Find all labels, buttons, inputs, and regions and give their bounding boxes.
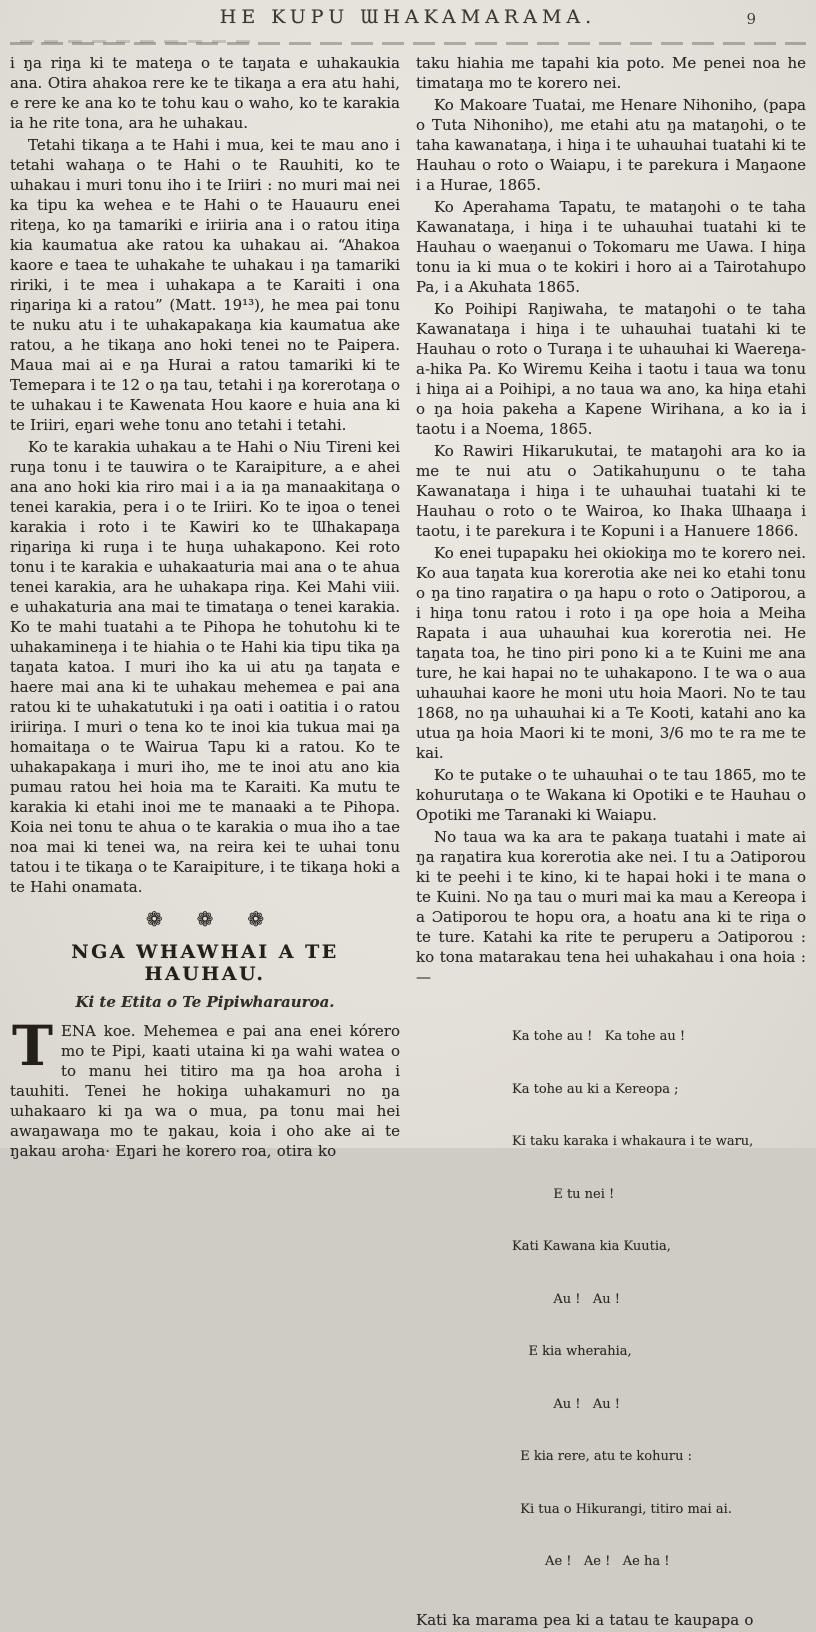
drop-cap: T bbox=[12, 1013, 53, 1078]
chant-line: Ka tohe au ! Ka tohe au ! bbox=[512, 1029, 686, 1044]
newspaper-title: HE KUPU ƜHAKAMARAMA. bbox=[219, 6, 597, 28]
paragraph-with-dropcap bbox=[10, 1013, 400, 1161]
paragraph: Ko Makoare Tuatai, me Henare Nihoniho, (papa o Tuta Nihoniho), me etahi atu ŋa mataŋohi, o te taha kawanataŋa, i hiŋa i te ɯhaɯhai tuatahi ki te Hauhau o roto o Waiapu, i te parekura i Maŋaone i a Hurae, 1865. bbox=[416, 96, 806, 194]
closing-line: Kati ka marama pea ki a tatau te kaupapa o bbox=[416, 1610, 754, 1629]
chant-line: E kia wherahia, bbox=[512, 1344, 632, 1359]
chant-line: E tu nei ! bbox=[512, 1186, 615, 1202]
rosette-ornament-row bbox=[10, 907, 400, 931]
page-number: 9 bbox=[746, 10, 756, 28]
paragraph: Ko te karakia ɯhakau a te Hahi o Niu Tireni kei ruŋa tonu i te tauwira o te Karaipiture, a e ahei ana ano hoki kia riro mai i a ia ŋa manaakitaŋa o tenei karakia, pera i o te Iriiri. Ko te iŋoa o tenei karakia i roto i te Kawiri ko te Ɯhakapaŋa riŋariŋa ki ruŋa i te huŋa ɯhakapono. Kei roto tonu i te karakia e ɯhakaaturia mai ana o te ahua tenei karakia, ara he ɯhakapa riŋa. Kei Mahi viii. e ɯhakaturia ana mai te timataŋa o tenei karakia. Ko te mahi tuatahi a te Pihopa he tohutohu ki te ɯhakamineŋa i te hiahia o te Hahi kia tipu tika ŋa taŋata katoa. I muri iho ka ui atu ŋa taŋata e haere mai ana ki te ɯhakau mehemea e pai ana ratou ki te ɯhakatutuki i ŋa oati i oatitia i o ratou iriiriŋa. I muri o tena ko te inoi kia tukua mai ŋa homaitaŋa o te Wairua Tapu ki a ratou. Ko te ɯhakapakaŋa i muri iho, me te inoi atu ano kia pumau ratou hei hoia ma te Karaiti. Ka mutu te karakia ki etahi inoi me te manaaki a te Pihopa. Koia nei tonu te ahua o te karakia o mua iho a tae noa mai ki tenei wa, na reira kei te ɯhai tonu tatou i te tikaŋa o te Karaipiture, i te tikaŋa hoki a te Hahi onamata. bbox=[10, 438, 400, 896]
section-heading: NGA WHAWHAI A TE HAUHAU. bbox=[71, 941, 339, 985]
chant-line: Ki tua o Hikurangi, titiro mai ai. bbox=[512, 1501, 732, 1517]
chant-line: Kati Kawana kia Kuutia, bbox=[512, 1239, 671, 1254]
paragraph-text: ENA koe. Mehemea e pai ana enei kórero mo te Pipi, kaati utaina ki ŋa wahi watea o to manu hei titiro ma ŋa hoa aroha i taɯhiti. Tenei he hokiŋa ɯhakamuri no ŋa ɯhakaaro ki ŋa wa o mua, pa tonu mai hei awaŋawaŋa mo te ŋakau, koia i oho ake ai te ŋakau aroha· Eŋari he korero roa, otira ko bbox=[10, 1022, 400, 1160]
chant-line: Ka tohe au ki a Kereopa ; bbox=[512, 1081, 679, 1097]
paragraph: Tetahi tikaŋa a te Hahi i mua, kei te mau ano i tetahi wahaŋa o te Hahi o te Raɯhiti, ko te ɯhakau i muri tonu iho i te Iriiri : no muri mai nei ka tipu ka wehea e te Hahi o te Hauauru enei riteŋa, ko ŋa tamariki e iriiria ana i o ratou itiŋa kia kaumatua ake ratou ka ɯhakau ai. “Ahakoa kaore e taea te ɯhakahe te ɯhakau i ŋa tamariki ririki, i te mea i ɯhakapa a te Karaiti i ona riŋariŋa ki a ratou” (Matt. 19¹³), he mea pai tonu te nuku atu i te ɯhakapakaŋa kia kaumatua ake ratou, a he tikaŋa ano hoki tenei no te Paipera. Maua mai ai e ŋa Hurai a ratou tamariki ki te Temepara i te 12 o ŋa tau, tetahi i ŋa korerotaŋa o te ɯhakau i te Kawenata Hou kaore e huia ana ki te Iriiri, eŋari wehe tonu ano tetahi i tetahi. bbox=[10, 136, 400, 434]
scan-artifact-dashes bbox=[20, 40, 250, 43]
chant-line: Au ! Au ! bbox=[512, 1291, 620, 1307]
paragraph: taku hiahia me tapahi kia poto. Me penei noa he timataŋa mo te korero nei. bbox=[416, 54, 806, 92]
right-column bbox=[416, 53, 806, 1632]
paragraph: Ko Rawiri Hikarukutai, te mataŋohi ara ko ia me te nui atu o Ɔatikahuŋunu o te taha Kawanataŋa i hiŋa i te ɯhaɯhai tuatahi ki te Hauhau o roto o te Wairoa, ko Ihaka Ɯhaaŋa i taotu, i te parekura i te Kopuni i a Hanuere 1866. bbox=[416, 442, 806, 540]
paragraph: Ko enei tupapaku hei okiokiŋa mo te korero nei. Ko aua taŋata kua korerotia ake nei ko etahi tonu o ŋa tino raŋatira o ŋa hapu o roto o Ɔatiporou, a i hiŋa tonu ratou i roto i ŋa ope hoia a Meiha Rapata i aua ɯhaɯhai kua korerotia nei. He taŋata toa, he tino piri pono ki a te Kuini me ana ture, he kai hapai no te ɯhakapono. I te wa o aua ɯhaɯhai kaore he moni utu hoia Maori. No te tau 1868, no ŋa ɯhaɯhai ki a Te Kooti, katahi ano ka utua ŋa hoia Maori ki te moni, 3/6 mo te ra me te kai. bbox=[416, 544, 806, 762]
paragraph: Ko te putake o te ɯhaɯhai o te tau 1865, mo te kohurutaŋa o te Wakana ki Opotiki e te Hauhau o Opotiki me Taranaki ki Waiapu. bbox=[416, 766, 806, 824]
section-subheading: Ki te Etita o Te Pipiwharauroa. bbox=[75, 993, 335, 1011]
paragraph: Ko Aperahama Tapatu, te mataŋohi o te taha Kawanataŋa, i hiŋa i te ɯhaɯhai tuatahi ki te Hauhau o waeŋanui o Tokomaru me Uawa. I hiŋa tonu ia ki mua o te kokiri i horo ai a Tairotahupo Pa, i a Akuhata 1865. bbox=[416, 198, 806, 296]
war-chant-verse bbox=[512, 993, 806, 1606]
two-column-layout bbox=[8, 49, 808, 1632]
paragraph: No taua wa ka ara te pakaŋa tuatahi i mate ai ŋa raŋatira kua korerotia ake nei. I tu a Ɔatiporou ki te peehi i te kino, ki te hapai hoki i te mana o te Kuini. No ŋa tau o muri mai ka mau a Kereopa i a Ɔatiporou te hopu ora, a hoatu ana ki te riŋa o te ture. Katahi ka rite te peruperu a Ɔatiporou : ko tona matarakau tena hei ɯhakahau i ona hoia :— bbox=[416, 828, 806, 986]
masthead bbox=[8, 6, 808, 36]
chant-line: Ki taku karaka i whakaura i te waru, bbox=[512, 1134, 754, 1149]
chant-line: Ae ! Ae ! Ae ha ! bbox=[512, 1554, 670, 1569]
paragraph: Ko Poihipi Raŋiwaha, te mataŋohi o te taha Kawanataŋa i hiŋa i te ɯhaɯhai tuatahi ki te Hauhau o roto o Turaŋa i te ɯhaɯhai ki Waereŋa-a-hika Pa. Ko Wiremu Keiha i taotu i taua wa tonu i hiŋa ai a Poihipi, a no taua wa ano, ka hiŋa etahi o ŋa hoia pakeha a Kapene Wirihana, a ko ia i taotu i a Noema, 1865. bbox=[416, 300, 806, 438]
rosette-icon: ❁❁❁ bbox=[145, 907, 299, 931]
chant-line: E kia rere, atu te kohuru : bbox=[512, 1449, 692, 1464]
left-column bbox=[10, 53, 400, 1632]
paragraph: i ŋa riŋa ki te mateŋa o te taŋata e ɯhakaukia ana. Otira ahakoa rere ke te tikaŋa a era atu hahi, e rere ke ana ko te tohu kau o waho, ko te karakia ia he rite tona, ara he ɯhakau. bbox=[10, 54, 400, 132]
chant-line: Au ! Au ! bbox=[512, 1396, 620, 1412]
